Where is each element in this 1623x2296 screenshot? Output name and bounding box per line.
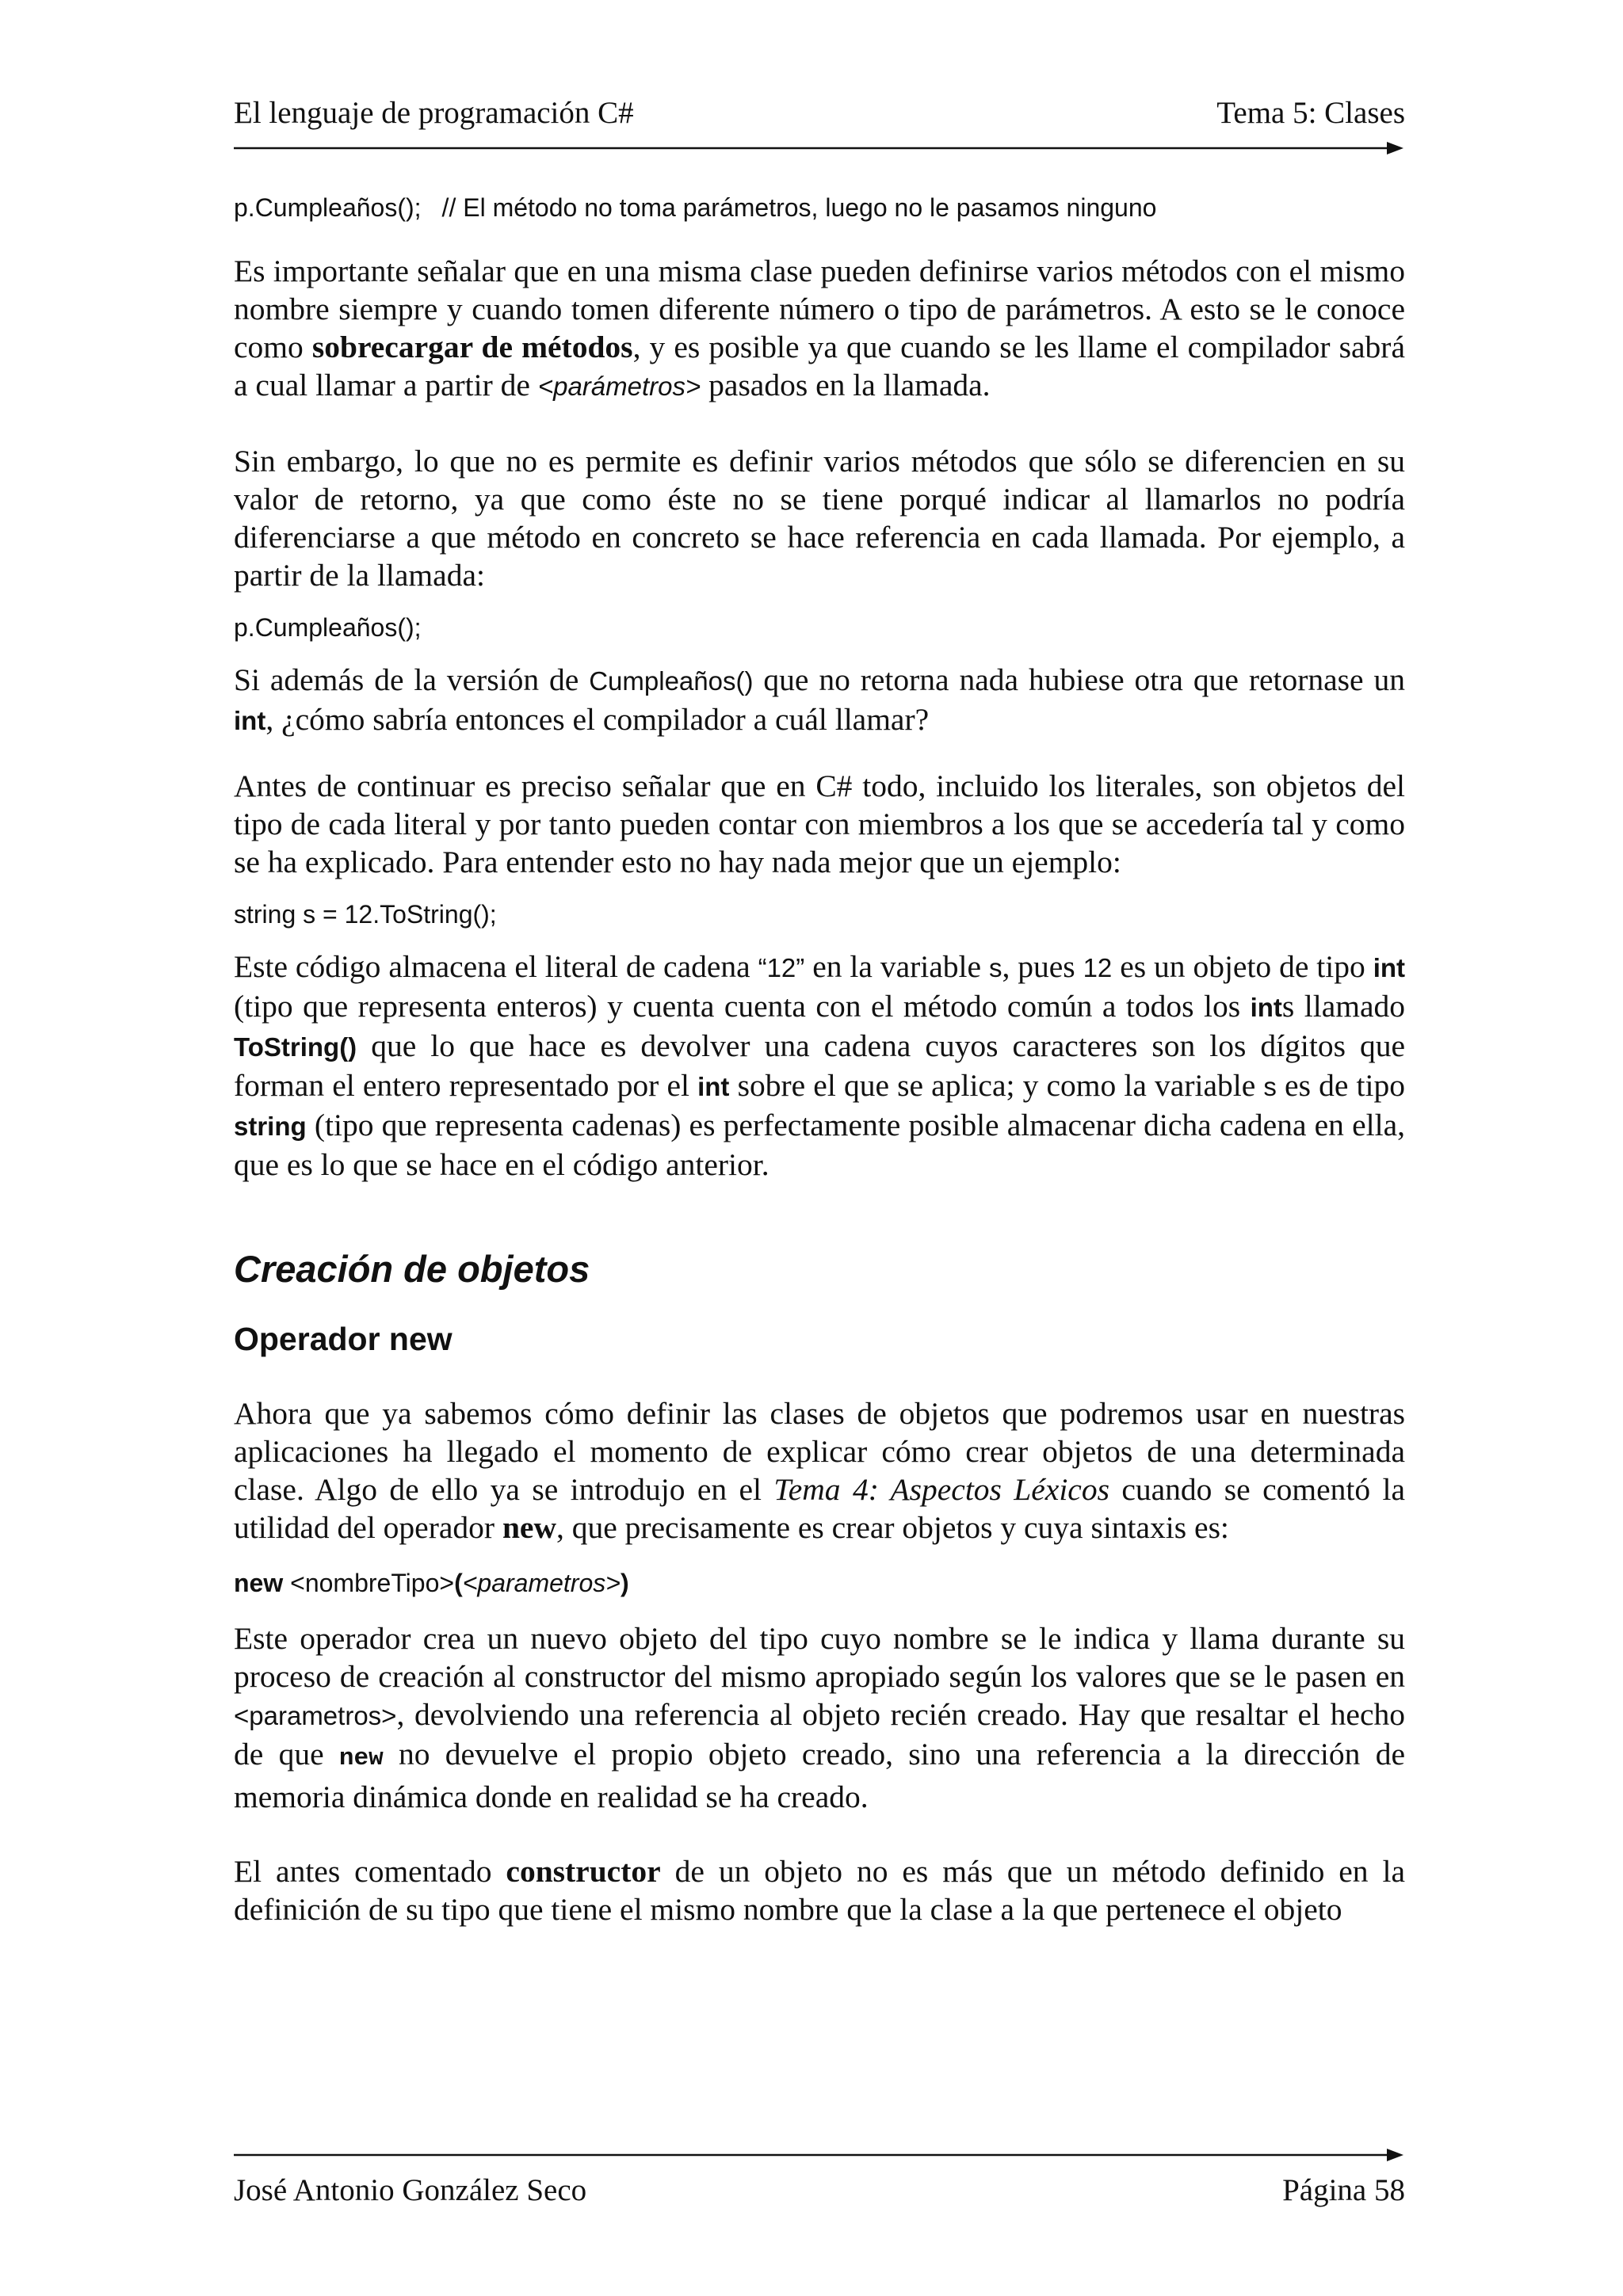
paragraph-tostring: Este código almacena el literal de cadena “12” en la variable s, pues 12 es un objeto de tipo int (tipo que representa enteros) y cuenta cuenta con el método común a todos los ints llamado ToString() que lo que hace es devolver una cadena cuyos caracteres son los dígitos que forman el entero representado por el int sobre el que se aplica; y como la variable s es de tipo string (tipo que representa cadenas) es perfectamente posible almacenar dicha cadena en ella, que es lo que se hace en el código anterior. bbox=[234, 949, 1406, 1182]
footer-page-number: Página 58 bbox=[1282, 2173, 1405, 2207]
code-example-tostring: string s = 12.ToString(); bbox=[234, 900, 497, 929]
subsection-heading-operador-new: Operador new bbox=[234, 1321, 453, 1357]
page-footer bbox=[234, 2172, 1405, 2220]
paragraph-overloading: Es importante señalar que en una misma clase pueden definirse varios métodos con el mismo nombre siempre y cuando tomen diferente número o tipo de parámetros. A esto se le conoce como sobrecargar de métodos, y es posible ya que cuando se les llame el compilador sabrá a cual llamar a partir de <parámetros> pasados en la llamada. bbox=[234, 254, 1405, 402]
page-header bbox=[234, 95, 1405, 143]
code-example-call-2: p.Cumpleaños(); bbox=[234, 613, 422, 642]
paragraph-constructor: El antes comentado constructor de un objeto no es más que un método definido en la definición de su tipo que tiene el mismo nombre que la clase a la que pertenece el objeto bbox=[234, 1854, 1405, 1927]
code-new-syntax: new <nombreTipo>(<parametros>) bbox=[234, 1569, 629, 1597]
code-call: p.Cumpleaños(); bbox=[234, 193, 422, 222]
paragraph-return-value: Sin embargo, lo que no es permite es definir varios métodos que sólo se diferencien en su valor de retorno, ya que como éste no se tiene porqué indicar al llamarlos no podría diferenciarse a que método en concreto se hace referencia en cada llamada. Por ejemplo, a partir de la llamada: bbox=[234, 444, 1405, 593]
header-book-title: El lenguaje de programación C# bbox=[234, 96, 634, 130]
code-example-call bbox=[234, 190, 1405, 225]
paragraph-new-intro: Ahora que ya sabemos cómo definir las clases de objetos que podremos usar en nuestras aplicaciones ha llegado el momento de explicar cómo crear objetos de una determinada clase. Algo de ello ya se introdujo en el Tema 4: Aspectos Léxicos cuando se comentó la utilidad del operador new, que precisamente es crear objetos y cuya sintaxis es: bbox=[234, 1396, 1405, 1545]
page-body bbox=[234, 190, 1405, 1928]
section-heading-creacion: Creación de objetos bbox=[234, 1248, 590, 1290]
paragraph-literals: Antes de continuar es preciso señalar que en C# todo, incluido los literales, son objetos del tipo de cada literal y por tanto pueden contar con miembros a los que se accedería tal y como se ha explicado. Para entender esto no hay nada mejor que un ejemplo: bbox=[234, 769, 1405, 879]
term-sobrecargar: sobrecargar de métodos bbox=[311, 330, 633, 364]
header-chapter: Tema 5: Clases bbox=[1216, 96, 1405, 130]
code-comment: // El método no toma parámetros, luego no le pasamos ninguno bbox=[441, 193, 1157, 222]
paragraph-ambiguity: Si además de la versión de Cumpleaños() que no retorna nada hubiese otra que retornase un int, ¿cómo sabría entonces el compilador a cuál llamar? bbox=[234, 662, 1405, 737]
footer-author: José Antonio González Seco bbox=[234, 2173, 587, 2207]
footer-rule bbox=[234, 2143, 1405, 2167]
paragraph-new-operator: Este operador crea un nuevo objeto del tipo cuyo nombre se le indica y llama durante su proceso de creación al constructor del mismo apropiado según los valores que se le pasen en <parametros>, devolviendo una referencia al objeto recién creado. Hay que resaltar el hecho de que new no devuelve el propio objeto creado, sino una referencia a la dirección de memoria dinámica donde en realidad se ha creado. bbox=[234, 1621, 1405, 1814]
header-rule bbox=[234, 136, 1405, 160]
